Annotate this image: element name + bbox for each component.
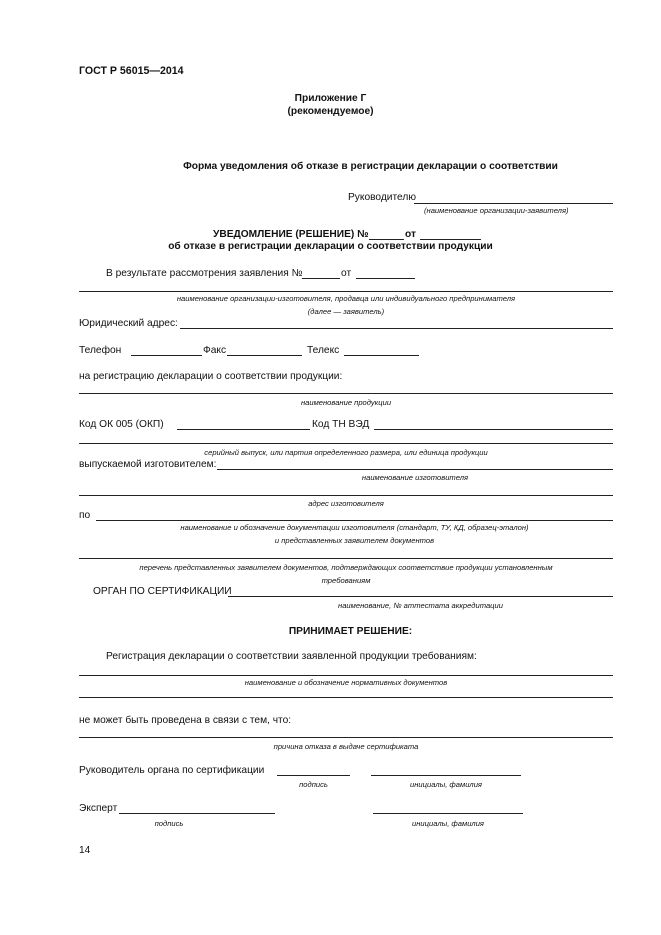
fax-label: Факс — [203, 345, 227, 356]
cannot-text: не может быть проведена в связи с тем, что: — [79, 715, 292, 726]
tnved-field[interactable] — [374, 429, 613, 430]
expert-label: Эксперт — [79, 803, 118, 814]
head-signature-field[interactable] — [277, 775, 350, 776]
result-from-label: от — [341, 268, 352, 279]
batch-field[interactable] — [79, 443, 613, 444]
okp-field[interactable] — [177, 429, 310, 430]
manufacturer-address-hint: адрес изготовителя — [308, 499, 384, 508]
normative-docs-field-2[interactable] — [79, 697, 613, 698]
manufacturer-field[interactable] — [217, 469, 613, 470]
addressee-field[interactable] — [414, 203, 613, 204]
appendix-title: Приложение Г — [294, 93, 367, 104]
head-initials-hint: инициалы, фамилия — [410, 780, 482, 789]
documentation-hint-1: наименование и обозначение документации изготовителя (стандарт, ТУ, КД, образец-эталон) — [180, 523, 529, 532]
evidence-hint-1: перечень представленных заявителем документов, подтверждающих соответствие продукции установленным — [139, 563, 553, 572]
legal-address-label: Юридический адрес: — [79, 318, 178, 329]
cert-body-label: ОРГАН ПО СЕРТИФИКАЦИИ — [93, 586, 232, 597]
expert-initials-hint: инициалы, фамилия — [412, 819, 484, 828]
documentation-hint-2: и представленных заявителем документов — [274, 536, 435, 545]
head-label: Руководитель органа по сертификации — [79, 765, 265, 776]
manufacturer-address-field[interactable] — [79, 495, 613, 496]
telex-label: Телекс — [307, 345, 340, 356]
product-hint: наименование продукции — [300, 398, 392, 407]
expert-initials-field[interactable] — [373, 813, 523, 814]
decision-text: Регистрация декларации о соответствии заявленной продукции требованиям: — [106, 651, 477, 662]
application-number-field[interactable] — [302, 278, 340, 279]
expert-signature-hint: подпись — [154, 819, 184, 828]
expert-signature-field[interactable] — [119, 813, 275, 814]
phone-label: Телефон — [79, 345, 122, 356]
document-code: ГОСТ Р 56015—2014 — [79, 65, 184, 77]
evidence-field[interactable] — [79, 558, 613, 559]
product-field[interactable] — [79, 393, 613, 394]
head-initials-field[interactable] — [371, 775, 521, 776]
head-signature-hint: подпись — [299, 780, 328, 789]
reason-field[interactable] — [79, 737, 613, 738]
phone-field[interactable] — [131, 355, 202, 356]
notice-date-field[interactable] — [420, 239, 481, 240]
cert-body-field[interactable] — [228, 596, 613, 597]
notice-number-field[interactable] — [369, 239, 404, 240]
notice-from-label: от — [405, 229, 416, 240]
manufacturer-label: выпускаемой изготовителем: — [79, 459, 217, 470]
manufacturer-hint: наименование изготовителя — [361, 473, 469, 482]
addressee-hint: (наименование организации-заявителя) — [424, 206, 569, 215]
okp-label: Код ОК 005 (ОКП) — [79, 419, 164, 430]
decision-heading: ПРИНИМАЕТ РЕШЕНИЕ: — [288, 626, 413, 637]
addressee-label: Руководителю — [348, 192, 416, 203]
legal-address-field[interactable] — [180, 328, 613, 329]
page-number: 14 — [79, 845, 91, 856]
telex-field[interactable] — [344, 355, 419, 356]
notice-title: УВЕДОМЛЕНИЕ (РЕШЕНИЕ) № — [213, 229, 369, 240]
reason-hint: причина отказа в выдаче сертификата — [273, 742, 419, 751]
batch-hint: серийный выпуск, или партия определенного размера, или единица продукции — [204, 448, 488, 457]
documentation-field[interactable] — [96, 520, 613, 521]
applicant-hint: наименование организации-изготовителя, продавца или индивидуального предпринимателя — [176, 294, 516, 303]
fax-field[interactable] — [227, 355, 302, 356]
registration-label: на регистрацию декларации о соответствии продукции: — [79, 371, 343, 382]
normative-docs-hint: наименование и обозначение нормативных документов — [244, 678, 448, 687]
applicant-field[interactable] — [79, 291, 613, 292]
result-prefix: В результате рассмотрения заявления № — [106, 268, 303, 279]
form-title: Форма уведомления об отказе в регистрации декларации о соответствии — [183, 161, 558, 172]
appendix-status: (рекомендуемое) — [287, 106, 374, 117]
evidence-hint-2: требованиям — [321, 576, 371, 585]
cert-body-hint: наименование, № аттестата аккредитации — [338, 601, 503, 610]
applicant-hint-2: (далее — заявитель) — [307, 307, 385, 316]
notice-subtitle: об отказе в регистрации декларации о соответствии продукции — [168, 241, 493, 252]
tnved-label: Код ТН ВЭД — [312, 419, 370, 430]
application-date-field[interactable] — [356, 278, 415, 279]
by-label: по — [79, 510, 91, 521]
normative-docs-field[interactable] — [79, 675, 613, 676]
